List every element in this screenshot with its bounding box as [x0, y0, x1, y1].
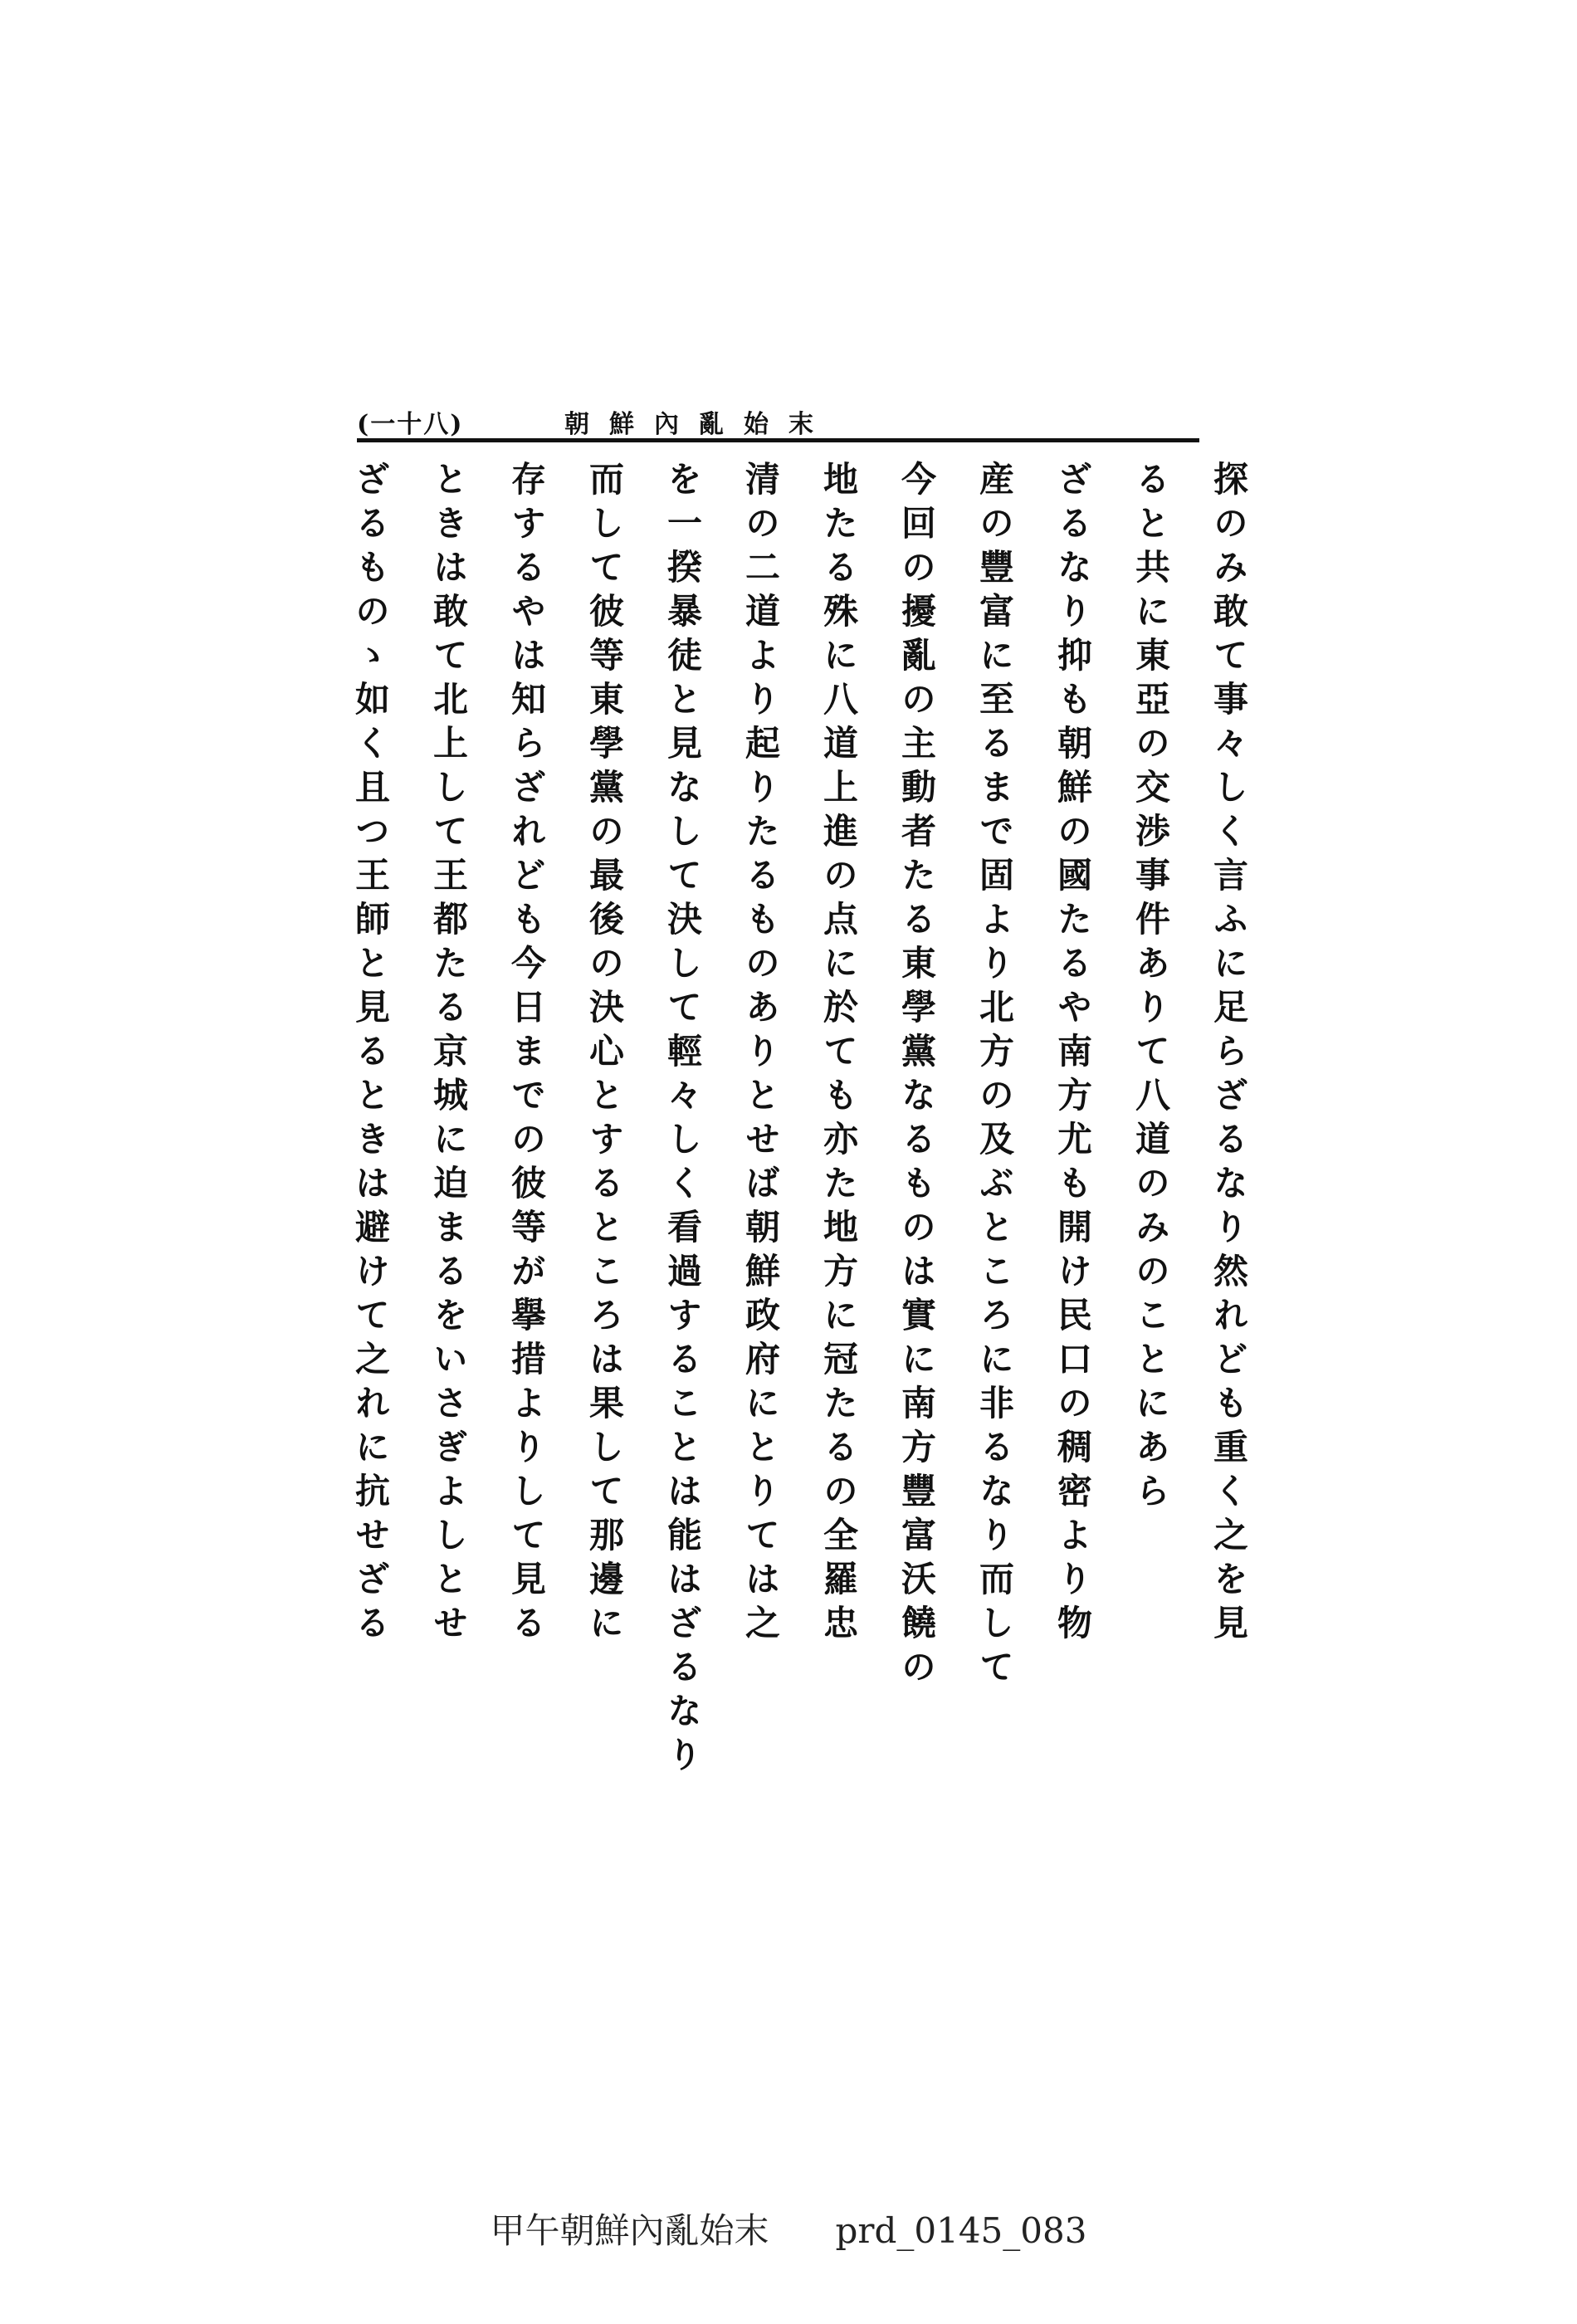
- caption-id: prd_0145_083: [835, 2210, 1087, 2251]
- text-column: ときは敢て北上して王都たる京城に迫まるをいさぎよしとせ: [428, 461, 469, 1648]
- vertical-text-body: [315, 461, 1262, 1955]
- running-title: 朝鮮內亂始末: [564, 410, 833, 439]
- page-number: (一十八): [357, 410, 464, 439]
- text-column: 清の二道より起りたるものありとせば朝鮮政府にとりては之: [740, 461, 781, 1648]
- text-column: 地たる殊に八道上進の点に於ても亦た地方に冠たるの全羅忠: [818, 461, 859, 1648]
- document-caption: [0, 2204, 1577, 2253]
- page-header: [357, 397, 1187, 437]
- text-column: ざるなり抑も朝鮮の國たるや南方尤も開け民口の稠密より物: [1052, 461, 1093, 1648]
- text-column: 而して彼等東學黨の最後の決心とするところは果して那邊に: [584, 461, 625, 1648]
- text-column: 産の豐富に至るまで固より北方の及ぶところに非るなり而して: [974, 461, 1015, 1692]
- header-rule: [357, 438, 1199, 442]
- caption-title: 甲午朝鮮內亂始末: [490, 2210, 769, 2251]
- text-column: ざるものゝ如く且つ王師と見るときは避けて之れに抗せざる: [350, 461, 391, 1648]
- text-column: 今回の擾亂の主動者たる東學黨なるものは實に南方豐富沃饒の: [896, 461, 937, 1692]
- text-column: 存するやは知らざれども今日までの彼等が擧措よりして見る: [506, 461, 547, 1648]
- text-column: ると共に東亞の交渉事件ありて八道のみのことにあら: [1130, 461, 1171, 1516]
- text-column: 探のみ敢て事々しく言ふに足らざるなり然れども重く之を見: [1208, 461, 1249, 1648]
- text-column: を一揆暴徒と見なして決して輕々しく看過することは能はざるなり: [662, 461, 703, 1780]
